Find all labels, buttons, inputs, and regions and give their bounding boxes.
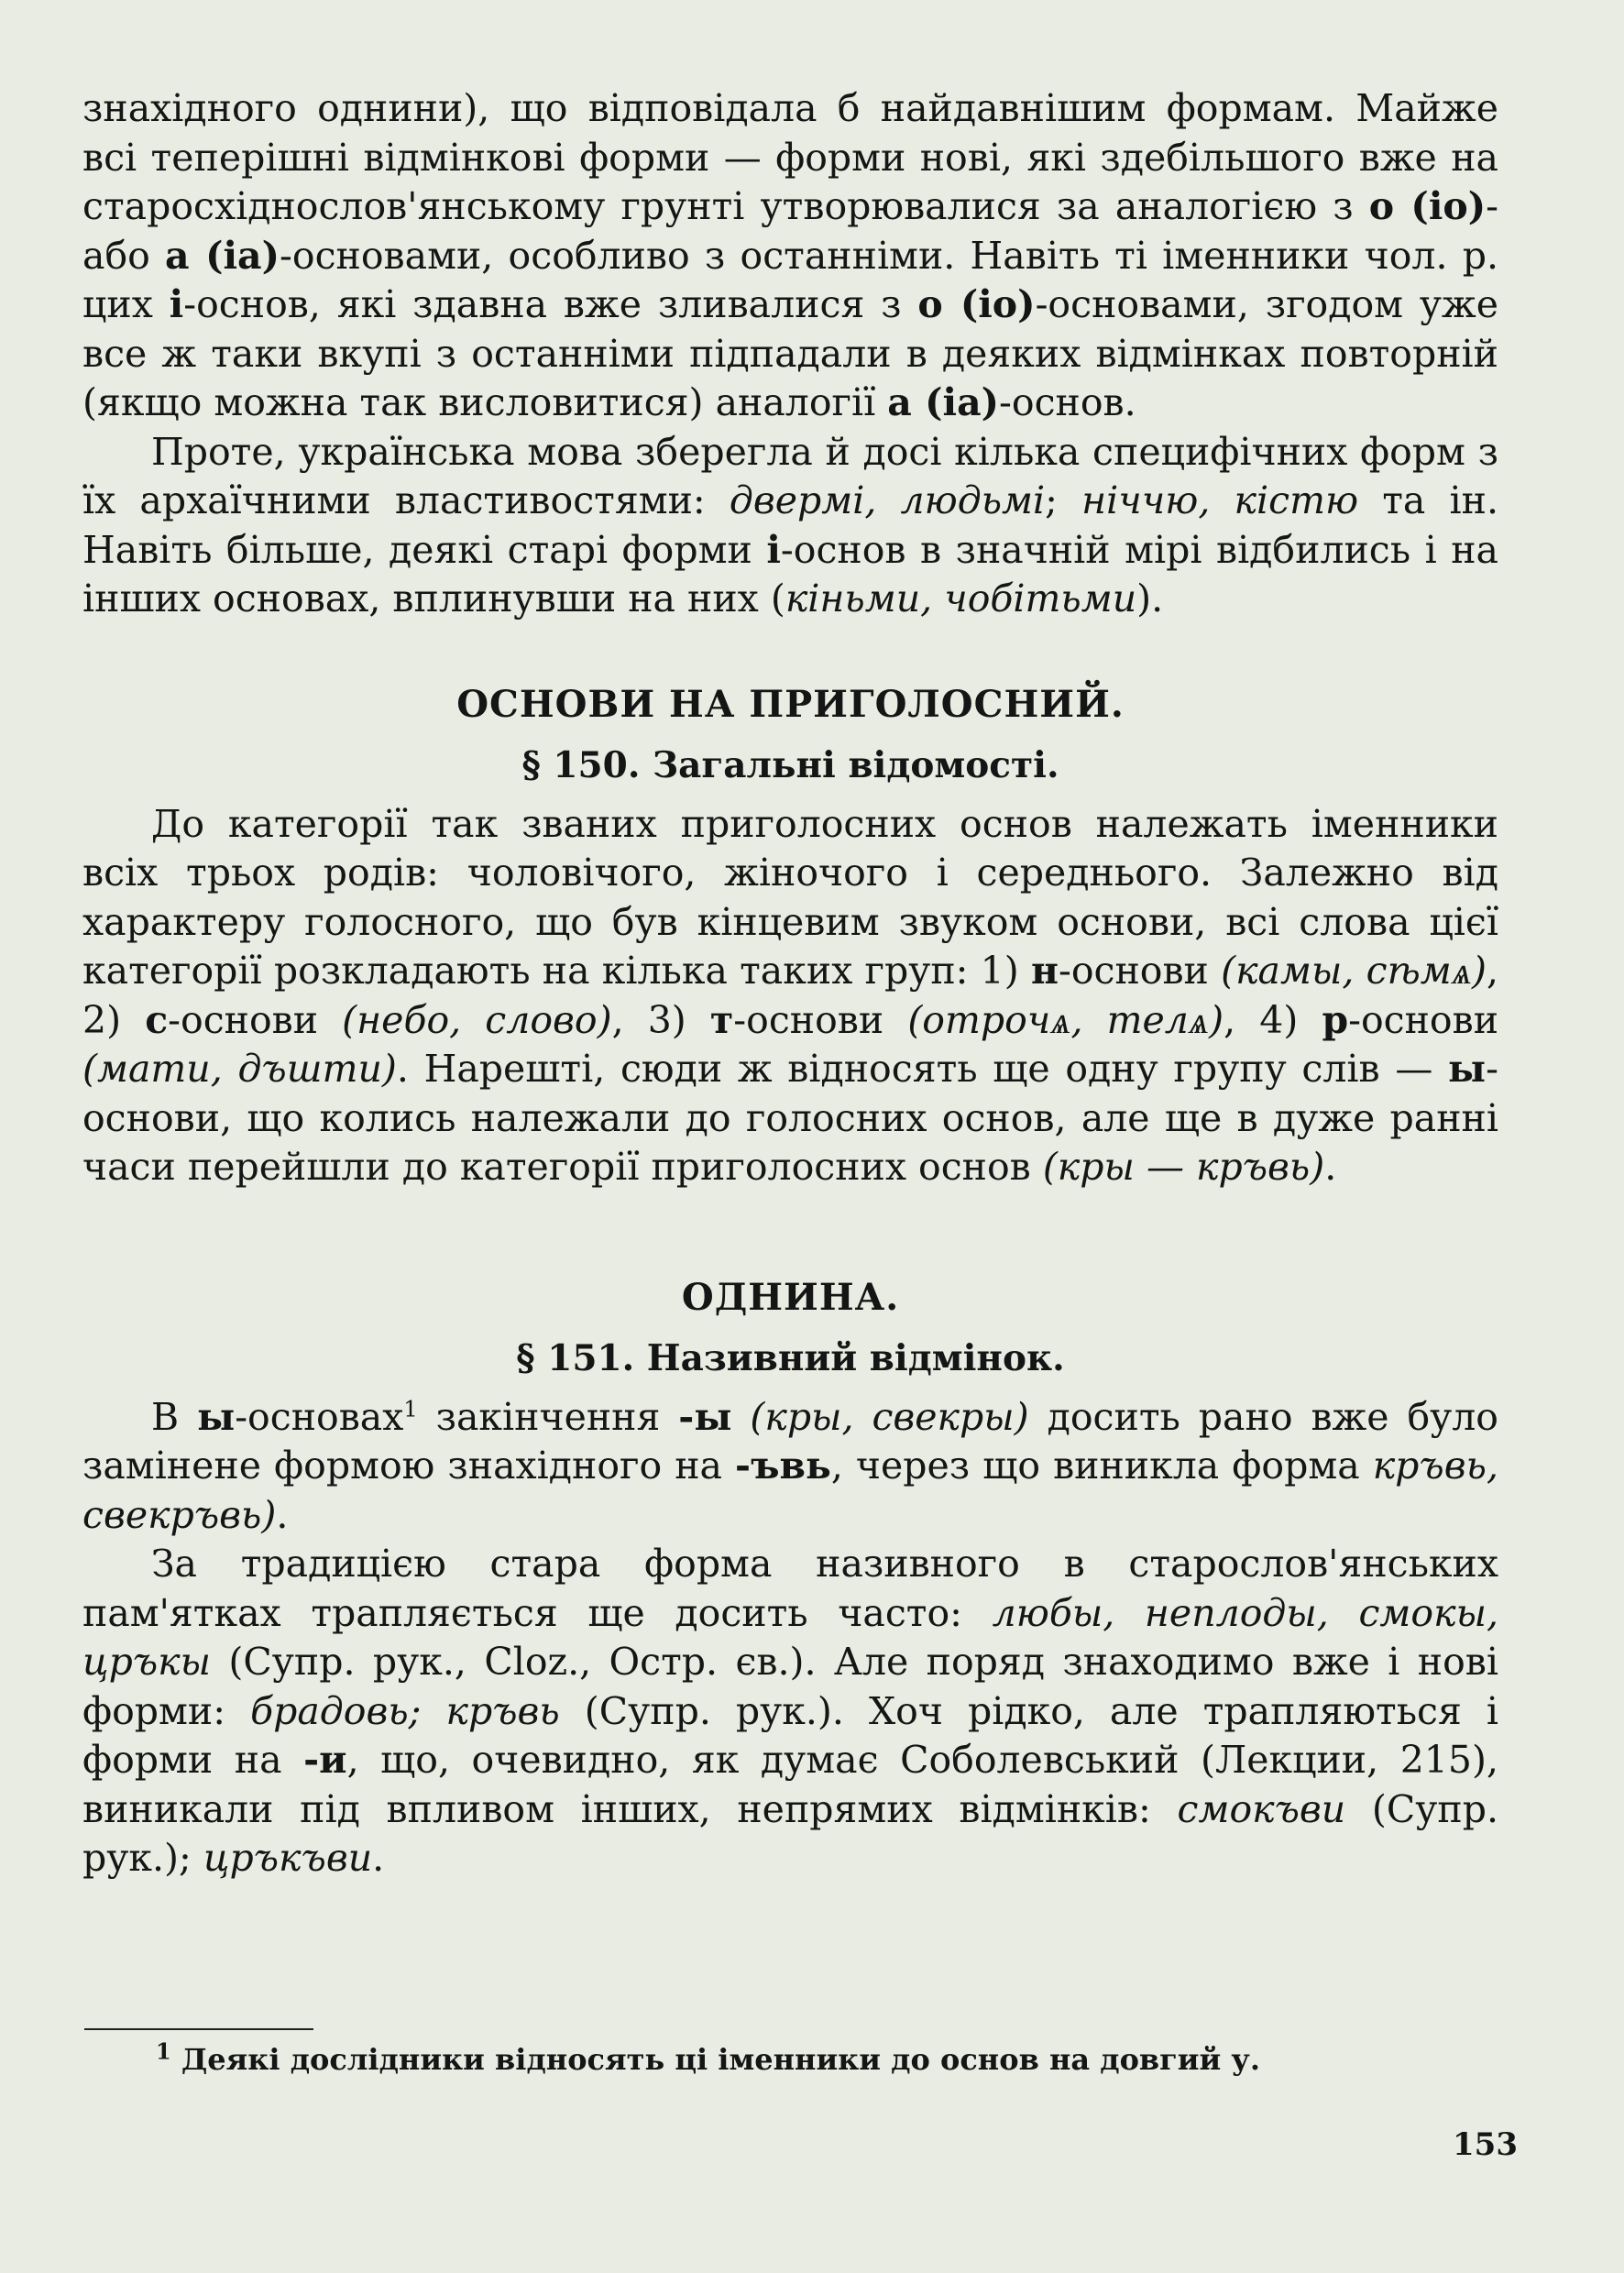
text-run: (Супр. рук.); — [82, 1786, 1498, 1880]
text-run: -основ в значній мірі відбились і на інших основах, вплинувши на них ( — [82, 527, 1498, 620]
text-run: -основи, що колись належали до голосних основ, але ще в дуже ранні часи перейшли до категорії приголосних основ — [82, 1047, 1498, 1189]
italic-run: кръвь, свекръвь) — [82, 1444, 1498, 1537]
paragraph-5 — [82, 1540, 1498, 1883]
page-body — [82, 84, 1498, 1883]
text-run: досить рано вже було замінене формою знахідного на — [82, 1394, 1498, 1488]
bold-run: о (іо) — [917, 282, 1036, 326]
text-run: До категорії так званих приголосних основ належать іменники всіх трьох родів: чоловічого, жіночого і середнього. Залежно від характеру голосного, що був кінцевим звуком основи, всі слова цієї категорії розкладають на кілька таких груп: 1) — [82, 801, 1498, 993]
text-run: ). — [1136, 576, 1164, 620]
bold-run: а (іа) — [165, 233, 280, 278]
bold-run: т — [709, 997, 734, 1042]
italic-run: смокъви — [1177, 1786, 1346, 1831]
text-run: , 2) — [82, 949, 1498, 1042]
page-number: 153 — [1453, 2126, 1518, 2163]
bold-run: ы — [1448, 1047, 1487, 1091]
italic-run: (небо, слово) — [342, 997, 612, 1042]
italic-run: ніччю, кістю — [1081, 478, 1359, 522]
italic-run: (мати, дъшти) — [82, 1047, 397, 1091]
text-run: -основами, згодом уже все ж таки вкупі з останніми підпадали в деяких відмінках повторній (якщо можна так висловитися) аналогії — [82, 282, 1499, 424]
text-run — [731, 1395, 750, 1439]
text-run: та ін. Навіть більше, деякі старі форми — [82, 478, 1498, 572]
text-run: - або — [82, 184, 1499, 278]
text-run: -основи — [733, 997, 908, 1042]
text-run: ; — [1045, 478, 1082, 522]
footnote-divider — [84, 2028, 313, 2030]
bold-run: н — [1030, 949, 1059, 993]
text-run: . — [276, 1492, 289, 1537]
text-run: . — [1324, 1145, 1337, 1189]
italic-run: любы, неплоды, смокы, цръкы — [82, 1590, 1498, 1684]
text-run: , 3) — [611, 997, 710, 1042]
bold-run: р — [1322, 997, 1349, 1042]
paragraph-3 — [82, 800, 1498, 1192]
text-run: , через що виникла форма — [830, 1444, 1373, 1488]
text-run: -основи — [168, 997, 343, 1042]
text-run: -основах — [235, 1394, 404, 1439]
text-run: -основи — [1348, 997, 1499, 1042]
italic-run: (кры — кръвь) — [1042, 1145, 1325, 1189]
bold-run: -ъвь — [735, 1444, 831, 1488]
bold-run: с — [145, 997, 169, 1042]
text-run: . Нарешті, сюди ж відносять ще одну групу слів — — [396, 1047, 1449, 1091]
text-run: знахідного однини), що відповідала б найдавнішим формам. Майже всі теперішні відмінкові форми — форми нові, які здебільшого вже на старосхіднослов'янському грунті утворювалися за аналогією з — [82, 86, 1498, 228]
text-run: . — [372, 1836, 385, 1880]
text-run: , 4) — [1223, 997, 1322, 1042]
italic-run: брадовь; кръвь — [250, 1688, 560, 1733]
italic-run: двермі, людьмі — [729, 478, 1046, 522]
section-150-title: § 150. Загальні відомості. — [521, 743, 1059, 786]
text-run: В — [151, 1394, 198, 1439]
heading-osnovy: ОСНОВИ НА ПРИГОЛОСНИЙ. — [456, 682, 1125, 726]
section-151-title: § 151. Називний відмінок. — [516, 1336, 1065, 1379]
bold-run: і — [169, 282, 184, 326]
heading-odnyna: ОДНИНА. — [681, 1275, 900, 1319]
paragraph-1 — [82, 84, 1498, 428]
footnote-ref: 1 — [403, 1395, 418, 1422]
italic-run: (камы, сѣмѧ) — [1221, 949, 1487, 993]
italic-run: цръкъви — [203, 1836, 373, 1880]
bold-run: і — [766, 527, 781, 572]
text-run: -основ. — [999, 380, 1136, 424]
text-run: -основи — [1058, 949, 1222, 993]
footnote-text: у — [1231, 2042, 1250, 2077]
footnote — [156, 2037, 1439, 2082]
italic-run: (кры, свекры) — [750, 1394, 1029, 1439]
footnote-marker: 1 — [156, 2037, 171, 2065]
footnote-text: Деякі дослідники відносять ці іменники до основ на довгий — [170, 2042, 1232, 2077]
bold-run: ы — [197, 1394, 236, 1439]
text-run: , що, очевидно, як думає Соболевський (Лекции, 215), виникали під впливом інших, непрямих відмінків: — [82, 1738, 1498, 1831]
italic-run: кіньми, чобітьми — [785, 576, 1137, 620]
text-run: Проте, українська мова зберегла й досі кілька специфічних форм з їх архаїчними властивостями: — [82, 429, 1498, 522]
bold-run: о (іо) — [1368, 184, 1487, 228]
footnote-text: . — [1249, 2042, 1260, 2077]
italic-run: (отрочѧ, телѧ) — [907, 997, 1224, 1042]
text-run: (Супр. рук., Cloz., Остр. єв.). Але поряд знаходимо вже і нові форми: — [82, 1640, 1498, 1733]
paragraph-4 — [82, 1393, 1498, 1541]
text-run: закінчення — [417, 1394, 679, 1439]
bold-run: а (іа) — [887, 380, 1000, 424]
text-run: За традицією стара форма називного в старослов'янських пам'ятках трапляється ще досить часто: — [82, 1542, 1498, 1635]
text-run: -основ, які здавна вже зливалися з — [183, 282, 918, 326]
paragraph-2 — [82, 428, 1498, 624]
text-run: -основами, особливо з останніми. Навіть ті іменники чол. р. цих — [82, 233, 1498, 326]
bold-run: -и — [303, 1738, 347, 1782]
bold-run: -ы — [678, 1394, 732, 1439]
text-run: (Супр. рук.). Хоч рідко, але трапляються і форми на — [82, 1688, 1498, 1782]
